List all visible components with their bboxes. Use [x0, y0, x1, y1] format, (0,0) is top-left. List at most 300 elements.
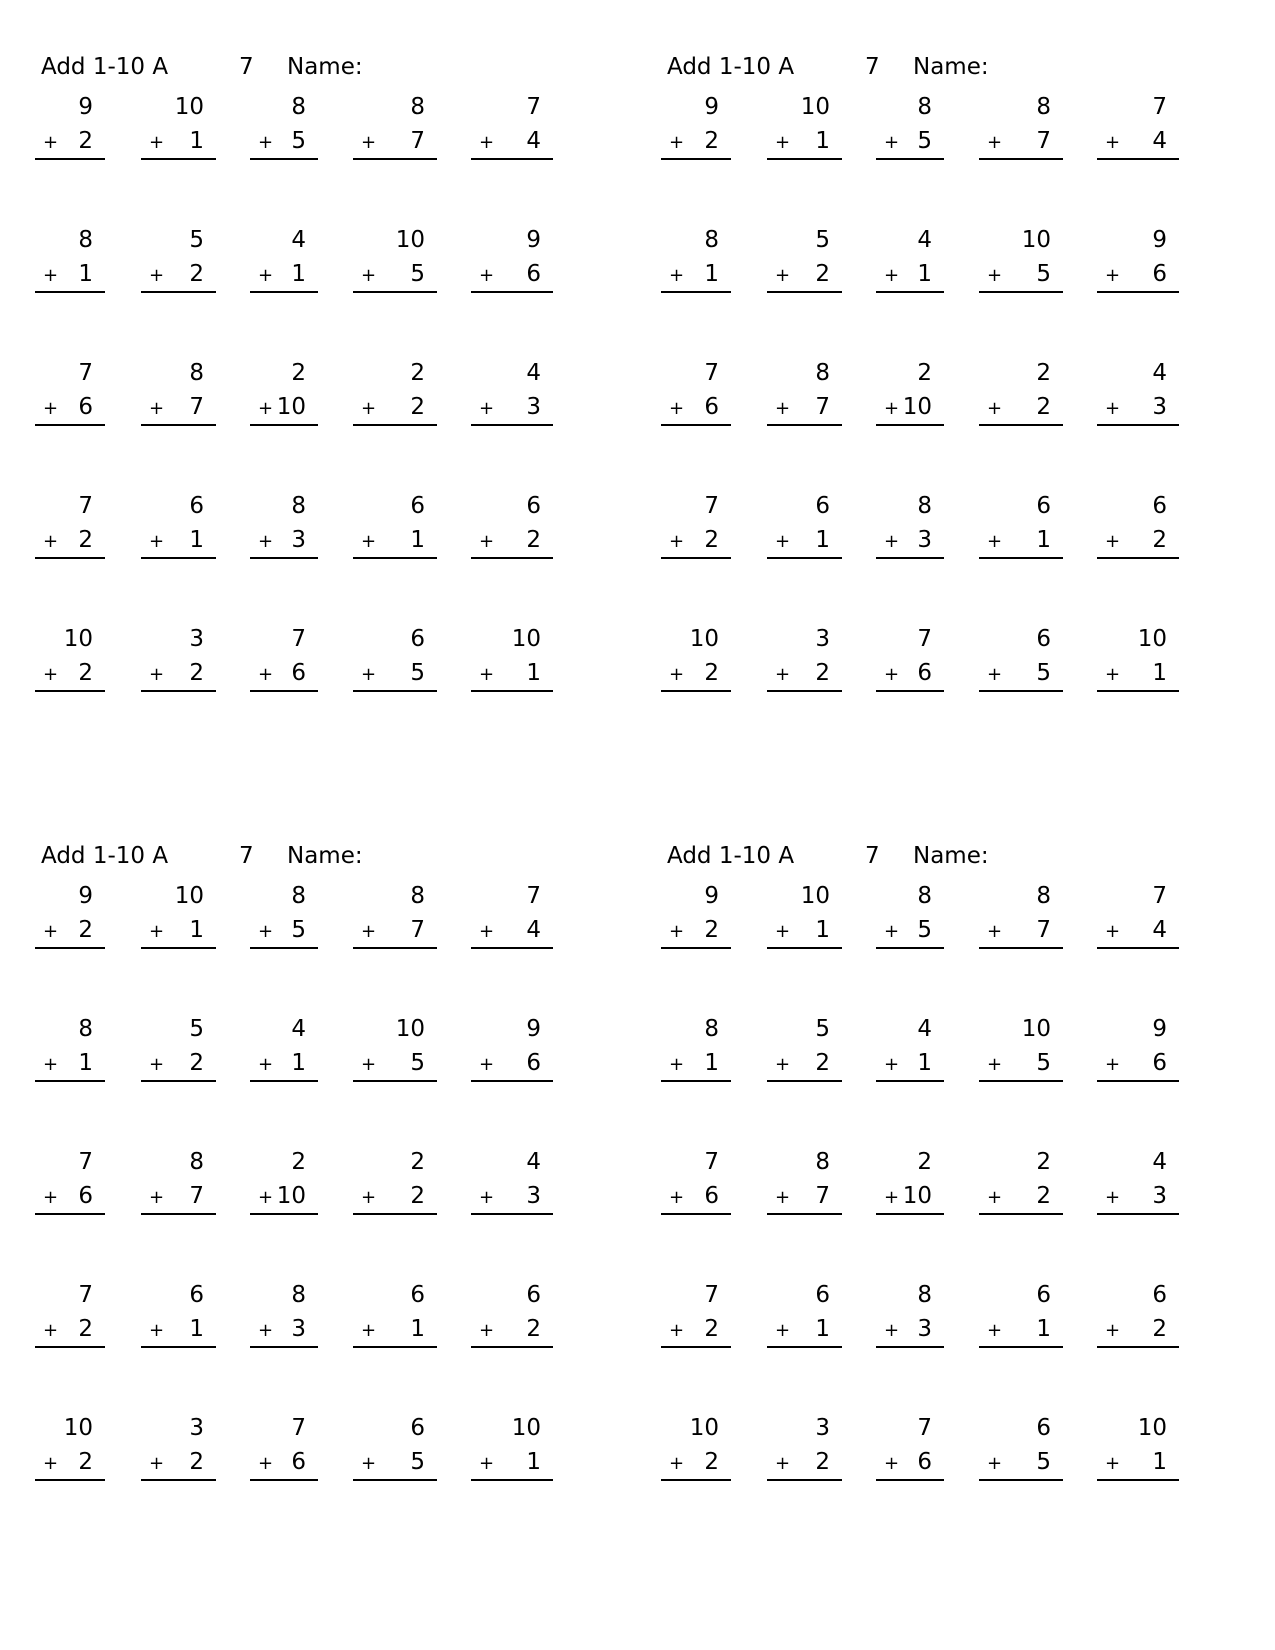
- answer-line: [471, 557, 553, 559]
- addition-problem: [767, 624, 842, 690]
- addition-problem: [661, 225, 731, 291]
- addend-bottom: 1: [815, 1316, 830, 1342]
- addition-problem: [250, 1413, 318, 1479]
- addend-top: 7: [291, 1415, 306, 1441]
- answer-line: [979, 1346, 1063, 1348]
- addend-bottom: 2: [815, 660, 830, 686]
- problem-row: [659, 1147, 1219, 1213]
- addend-top: 7: [78, 1149, 93, 1175]
- plus-sign: +: [361, 265, 377, 286]
- plus-sign: +: [987, 1453, 1003, 1474]
- answer-line: [250, 557, 318, 559]
- addition-problem: [1097, 1280, 1179, 1346]
- addition-problem: [141, 491, 216, 557]
- addend-top: 7: [704, 1282, 719, 1308]
- answer-line: [471, 291, 553, 293]
- answer-line: [979, 1213, 1063, 1215]
- addend-bottom: 6: [1152, 1050, 1167, 1076]
- addend-bottom: 5: [1036, 660, 1051, 686]
- addend-bottom: 2: [704, 1316, 719, 1342]
- addend-top: 3: [189, 1415, 204, 1441]
- worksheet: [659, 54, 1219, 734]
- plus-sign: +: [1105, 921, 1121, 942]
- addend-bottom: 1: [1152, 660, 1167, 686]
- addend-bottom: 10: [276, 394, 306, 420]
- plus-sign: +: [1105, 1187, 1121, 1208]
- addition-problem: [250, 358, 318, 424]
- addend-top: 6: [1036, 493, 1051, 519]
- addend-bottom: 1: [917, 1050, 932, 1076]
- plus-sign: +: [149, 1320, 165, 1341]
- plus-sign: +: [149, 398, 165, 419]
- addend-top: 10: [63, 626, 93, 652]
- addition-problem: [1097, 225, 1179, 291]
- addend-top: 4: [291, 1016, 306, 1042]
- addition-problem: [353, 92, 437, 158]
- plus-sign: +: [258, 265, 274, 286]
- addend-bottom: 6: [78, 1183, 93, 1209]
- plus-sign: +: [258, 1320, 274, 1341]
- addition-problem: [661, 358, 731, 424]
- sheet-title: Add 1-10 A: [41, 843, 169, 869]
- addition-problem: [661, 881, 731, 947]
- addition-problem: [471, 1280, 553, 1346]
- plus-sign: +: [987, 265, 1003, 286]
- addend-top: 7: [1152, 883, 1167, 909]
- addition-problem: [979, 881, 1063, 947]
- plus-sign: +: [361, 398, 377, 419]
- addend-top: 6: [1036, 626, 1051, 652]
- problem-grid: [659, 92, 1219, 757]
- plus-sign: +: [361, 921, 377, 942]
- sheet-title: Add 1-10 A: [667, 54, 795, 80]
- answer-line: [35, 424, 105, 426]
- worksheet: [33, 54, 593, 734]
- plus-sign: +: [1105, 1320, 1121, 1341]
- addition-problem: [767, 881, 842, 947]
- addend-top: 8: [917, 1282, 932, 1308]
- addition-problem: [661, 92, 731, 158]
- sheet-header: [33, 843, 593, 883]
- answer-line: [661, 291, 731, 293]
- addition-problem: [35, 225, 105, 291]
- addend-top: 9: [78, 883, 93, 909]
- addend-top: 8: [815, 360, 830, 386]
- answer-line: [353, 1080, 437, 1082]
- plus-sign: +: [43, 398, 59, 419]
- answer-line: [35, 947, 105, 949]
- addend-bottom: 6: [917, 1449, 932, 1475]
- addend-bottom: 2: [78, 917, 93, 943]
- plus-sign: +: [361, 1187, 377, 1208]
- plus-sign: +: [1105, 1453, 1121, 1474]
- addend-top: 10: [63, 1415, 93, 1441]
- addend-bottom: 7: [189, 1183, 204, 1209]
- addition-problem: [661, 491, 731, 557]
- plus-sign: +: [43, 531, 59, 552]
- answer-line: [876, 158, 944, 160]
- addend-bottom: 2: [78, 527, 93, 553]
- answer-line: [1097, 291, 1179, 293]
- sheet-number: 7: [865, 54, 880, 80]
- plus-sign: +: [987, 664, 1003, 685]
- problem-row: [659, 92, 1219, 158]
- addition-problem: [250, 491, 318, 557]
- addend-top: 10: [511, 1415, 541, 1441]
- addend-bottom: 2: [704, 128, 719, 154]
- addend-top: 4: [291, 227, 306, 253]
- plus-sign: +: [775, 1320, 791, 1341]
- addend-top: 7: [704, 1149, 719, 1175]
- plus-sign: +: [669, 1320, 685, 1341]
- addition-problem: [141, 1280, 216, 1346]
- problem-row: [33, 1413, 593, 1479]
- plus-sign: +: [479, 921, 495, 942]
- addend-top: 8: [917, 493, 932, 519]
- plus-sign: +: [258, 132, 274, 153]
- addend-top: 6: [815, 493, 830, 519]
- addend-bottom: 6: [917, 660, 932, 686]
- plus-sign: +: [669, 398, 685, 419]
- addition-problem: [1097, 358, 1179, 424]
- addition-problem: [35, 1413, 105, 1479]
- answer-line: [661, 690, 731, 692]
- answer-line: [876, 291, 944, 293]
- addition-problem: [141, 624, 216, 690]
- plus-sign: +: [149, 1054, 165, 1075]
- addend-top: 10: [174, 883, 204, 909]
- sheet-header: [659, 843, 1219, 883]
- answer-line: [767, 158, 842, 160]
- answer-line: [141, 1213, 216, 1215]
- answer-line: [471, 690, 553, 692]
- addend-top: 5: [189, 1016, 204, 1042]
- plus-sign: +: [987, 1187, 1003, 1208]
- addition-problem: [979, 624, 1063, 690]
- addition-problem: [876, 358, 944, 424]
- addend-bottom: 4: [526, 917, 541, 943]
- addition-problem: [767, 225, 842, 291]
- addend-bottom: 5: [410, 1050, 425, 1076]
- problem-row: [33, 881, 593, 947]
- plus-sign: +: [479, 1453, 495, 1474]
- answer-line: [250, 1213, 318, 1215]
- addition-problem: [876, 1014, 944, 1080]
- addition-problem: [471, 358, 553, 424]
- plus-sign: +: [775, 398, 791, 419]
- addend-top: 3: [189, 626, 204, 652]
- sheet-title: Add 1-10 A: [667, 843, 795, 869]
- plus-sign: +: [884, 1453, 900, 1474]
- plus-sign: +: [149, 1453, 165, 1474]
- plus-sign: +: [43, 664, 59, 685]
- answer-line: [661, 1213, 731, 1215]
- addend-bottom: 1: [815, 527, 830, 553]
- answer-line: [250, 1479, 318, 1481]
- addend-top: 9: [1152, 227, 1167, 253]
- addend-top: 7: [1152, 94, 1167, 120]
- answer-line: [141, 291, 216, 293]
- addend-bottom: 10: [902, 1183, 932, 1209]
- plus-sign: +: [1105, 132, 1121, 153]
- addend-bottom: 7: [410, 128, 425, 154]
- addition-problem: [141, 358, 216, 424]
- plus-sign: +: [1105, 398, 1121, 419]
- answer-line: [876, 1080, 944, 1082]
- plus-sign: +: [149, 921, 165, 942]
- plus-sign: +: [479, 1320, 495, 1341]
- addend-bottom: 2: [704, 917, 719, 943]
- addition-problem: [1097, 92, 1179, 158]
- addend-top: 5: [189, 227, 204, 253]
- addend-top: 10: [1021, 227, 1051, 253]
- addend-top: 8: [189, 1149, 204, 1175]
- addend-bottom: 7: [189, 394, 204, 420]
- answer-line: [1097, 557, 1179, 559]
- addition-problem: [250, 624, 318, 690]
- addend-bottom: 6: [526, 1050, 541, 1076]
- answer-line: [767, 1346, 842, 1348]
- addend-bottom: 1: [189, 527, 204, 553]
- addend-bottom: 3: [291, 527, 306, 553]
- addition-problem: [250, 225, 318, 291]
- addend-bottom: 4: [1152, 128, 1167, 154]
- addition-problem: [876, 1147, 944, 1213]
- addend-top: 7: [917, 1415, 932, 1441]
- answer-line: [35, 158, 105, 160]
- plus-sign: +: [361, 1320, 377, 1341]
- addend-top: 10: [395, 227, 425, 253]
- plus-sign: +: [258, 664, 274, 685]
- addend-top: 9: [526, 227, 541, 253]
- problem-row: [659, 1280, 1219, 1346]
- addend-bottom: 10: [276, 1183, 306, 1209]
- addend-bottom: 3: [526, 394, 541, 420]
- addend-bottom: 1: [526, 660, 541, 686]
- plus-sign: +: [361, 531, 377, 552]
- answer-line: [979, 1479, 1063, 1481]
- addend-bottom: 3: [526, 1183, 541, 1209]
- plus-sign: +: [884, 398, 900, 419]
- plus-sign: +: [361, 132, 377, 153]
- addend-top: 8: [917, 94, 932, 120]
- answer-line: [141, 557, 216, 559]
- answer-line: [661, 557, 731, 559]
- plus-sign: +: [43, 132, 59, 153]
- addition-problem: [1097, 491, 1179, 557]
- addend-bottom: 2: [189, 1449, 204, 1475]
- answer-line: [661, 1479, 731, 1481]
- answer-line: [353, 1346, 437, 1348]
- plus-sign: +: [479, 664, 495, 685]
- addend-top: 8: [1036, 883, 1051, 909]
- name-label: Name:: [913, 54, 989, 80]
- plus-sign: +: [479, 1187, 495, 1208]
- addend-bottom: 2: [704, 1449, 719, 1475]
- addend-top: 4: [526, 1149, 541, 1175]
- answer-line: [876, 1479, 944, 1481]
- addend-bottom: 6: [291, 660, 306, 686]
- problem-row: [33, 358, 593, 424]
- addition-problem: [979, 1014, 1063, 1080]
- plus-sign: +: [258, 398, 274, 419]
- addend-top: 8: [78, 1016, 93, 1042]
- plus-sign: +: [149, 265, 165, 286]
- addend-top: 10: [395, 1016, 425, 1042]
- addend-top: 3: [815, 626, 830, 652]
- addition-problem: [661, 1014, 731, 1080]
- answer-line: [876, 1346, 944, 1348]
- addition-problem: [471, 1014, 553, 1080]
- plus-sign: +: [775, 1453, 791, 1474]
- addend-bottom: 1: [189, 917, 204, 943]
- addend-bottom: 1: [78, 261, 93, 287]
- addend-top: 7: [291, 626, 306, 652]
- addition-problem: [35, 491, 105, 557]
- addend-top: 8: [704, 227, 719, 253]
- answer-line: [35, 1080, 105, 1082]
- addend-bottom: 5: [291, 128, 306, 154]
- addition-problem: [876, 225, 944, 291]
- addend-bottom: 5: [410, 261, 425, 287]
- addend-top: 3: [815, 1415, 830, 1441]
- plus-sign: +: [775, 265, 791, 286]
- addend-bottom: 4: [1152, 917, 1167, 943]
- answer-line: [35, 291, 105, 293]
- problem-row: [33, 92, 593, 158]
- addend-top: 4: [1152, 1149, 1167, 1175]
- addend-bottom: 6: [291, 1449, 306, 1475]
- plus-sign: +: [669, 1054, 685, 1075]
- answer-line: [471, 947, 553, 949]
- answer-line: [767, 1080, 842, 1082]
- plus-sign: +: [1105, 531, 1121, 552]
- addition-problem: [141, 92, 216, 158]
- plus-sign: +: [258, 921, 274, 942]
- answer-line: [141, 947, 216, 949]
- addend-bottom: 2: [815, 261, 830, 287]
- answer-line: [471, 1479, 553, 1481]
- addend-bottom: 1: [189, 1316, 204, 1342]
- addend-top: 10: [1137, 626, 1167, 652]
- addend-bottom: 2: [526, 527, 541, 553]
- addend-top: 8: [291, 883, 306, 909]
- addend-top: 8: [410, 94, 425, 120]
- plus-sign: +: [669, 132, 685, 153]
- addend-bottom: 2: [410, 1183, 425, 1209]
- plus-sign: +: [1105, 664, 1121, 685]
- addend-top: 2: [1036, 1149, 1051, 1175]
- addition-problem: [471, 1413, 553, 1479]
- name-label: Name:: [287, 54, 363, 80]
- addend-bottom: 2: [1152, 527, 1167, 553]
- addend-top: 2: [917, 1149, 932, 1175]
- plus-sign: +: [149, 1187, 165, 1208]
- addition-problem: [35, 881, 105, 947]
- plus-sign: +: [987, 132, 1003, 153]
- answer-line: [767, 1479, 842, 1481]
- addition-problem: [353, 1280, 437, 1346]
- addition-problem: [876, 624, 944, 690]
- plus-sign: +: [43, 1320, 59, 1341]
- plus-sign: +: [775, 132, 791, 153]
- name-label: Name:: [913, 843, 989, 869]
- addend-bottom: 6: [704, 1183, 719, 1209]
- addition-problem: [353, 881, 437, 947]
- answer-line: [979, 291, 1063, 293]
- addition-problem: [471, 881, 553, 947]
- addend-bottom: 7: [815, 1183, 830, 1209]
- answer-line: [141, 690, 216, 692]
- addition-problem: [471, 624, 553, 690]
- addition-problem: [1097, 881, 1179, 947]
- plus-sign: +: [884, 132, 900, 153]
- addend-top: 8: [291, 94, 306, 120]
- addend-top: 6: [1152, 493, 1167, 519]
- plus-sign: +: [775, 531, 791, 552]
- answer-line: [1097, 947, 1179, 949]
- addend-top: 2: [410, 360, 425, 386]
- addend-bottom: 3: [1152, 1183, 1167, 1209]
- addend-bottom: 1: [815, 917, 830, 943]
- addend-top: 6: [410, 626, 425, 652]
- answer-line: [250, 291, 318, 293]
- addend-bottom: 1: [704, 261, 719, 287]
- addend-top: 7: [704, 493, 719, 519]
- plus-sign: +: [149, 664, 165, 685]
- addition-problem: [471, 1147, 553, 1213]
- addend-top: 4: [917, 1016, 932, 1042]
- plus-sign: +: [43, 1187, 59, 1208]
- problem-grid: [659, 881, 1219, 1546]
- answer-line: [876, 690, 944, 692]
- plus-sign: +: [479, 531, 495, 552]
- addend-top: 4: [917, 227, 932, 253]
- addend-top: 9: [526, 1016, 541, 1042]
- plus-sign: +: [149, 531, 165, 552]
- addend-bottom: 6: [704, 394, 719, 420]
- addend-top: 6: [410, 1415, 425, 1441]
- answer-line: [661, 1080, 731, 1082]
- addend-bottom: 1: [1036, 1316, 1051, 1342]
- problem-row: [33, 624, 593, 690]
- addition-problem: [250, 1280, 318, 1346]
- addition-problem: [979, 1147, 1063, 1213]
- addend-bottom: 3: [917, 1316, 932, 1342]
- addend-top: 10: [511, 626, 541, 652]
- addend-bottom: 10: [902, 394, 932, 420]
- worksheet: [659, 843, 1219, 1523]
- addend-top: 6: [189, 493, 204, 519]
- answer-line: [141, 1479, 216, 1481]
- problem-row: [659, 358, 1219, 424]
- addend-bottom: 2: [189, 1050, 204, 1076]
- addition-problem: [767, 491, 842, 557]
- addend-bottom: 5: [291, 917, 306, 943]
- addend-top: 9: [78, 94, 93, 120]
- plus-sign: +: [258, 1054, 274, 1075]
- plus-sign: +: [479, 1054, 495, 1075]
- addition-problem: [979, 1280, 1063, 1346]
- plus-sign: +: [43, 265, 59, 286]
- addend-bottom: 1: [815, 128, 830, 154]
- addend-bottom: 3: [1152, 394, 1167, 420]
- plus-sign: +: [884, 1187, 900, 1208]
- addition-problem: [979, 491, 1063, 557]
- addend-top: 7: [526, 94, 541, 120]
- plus-sign: +: [479, 132, 495, 153]
- problem-row: [659, 1413, 1219, 1479]
